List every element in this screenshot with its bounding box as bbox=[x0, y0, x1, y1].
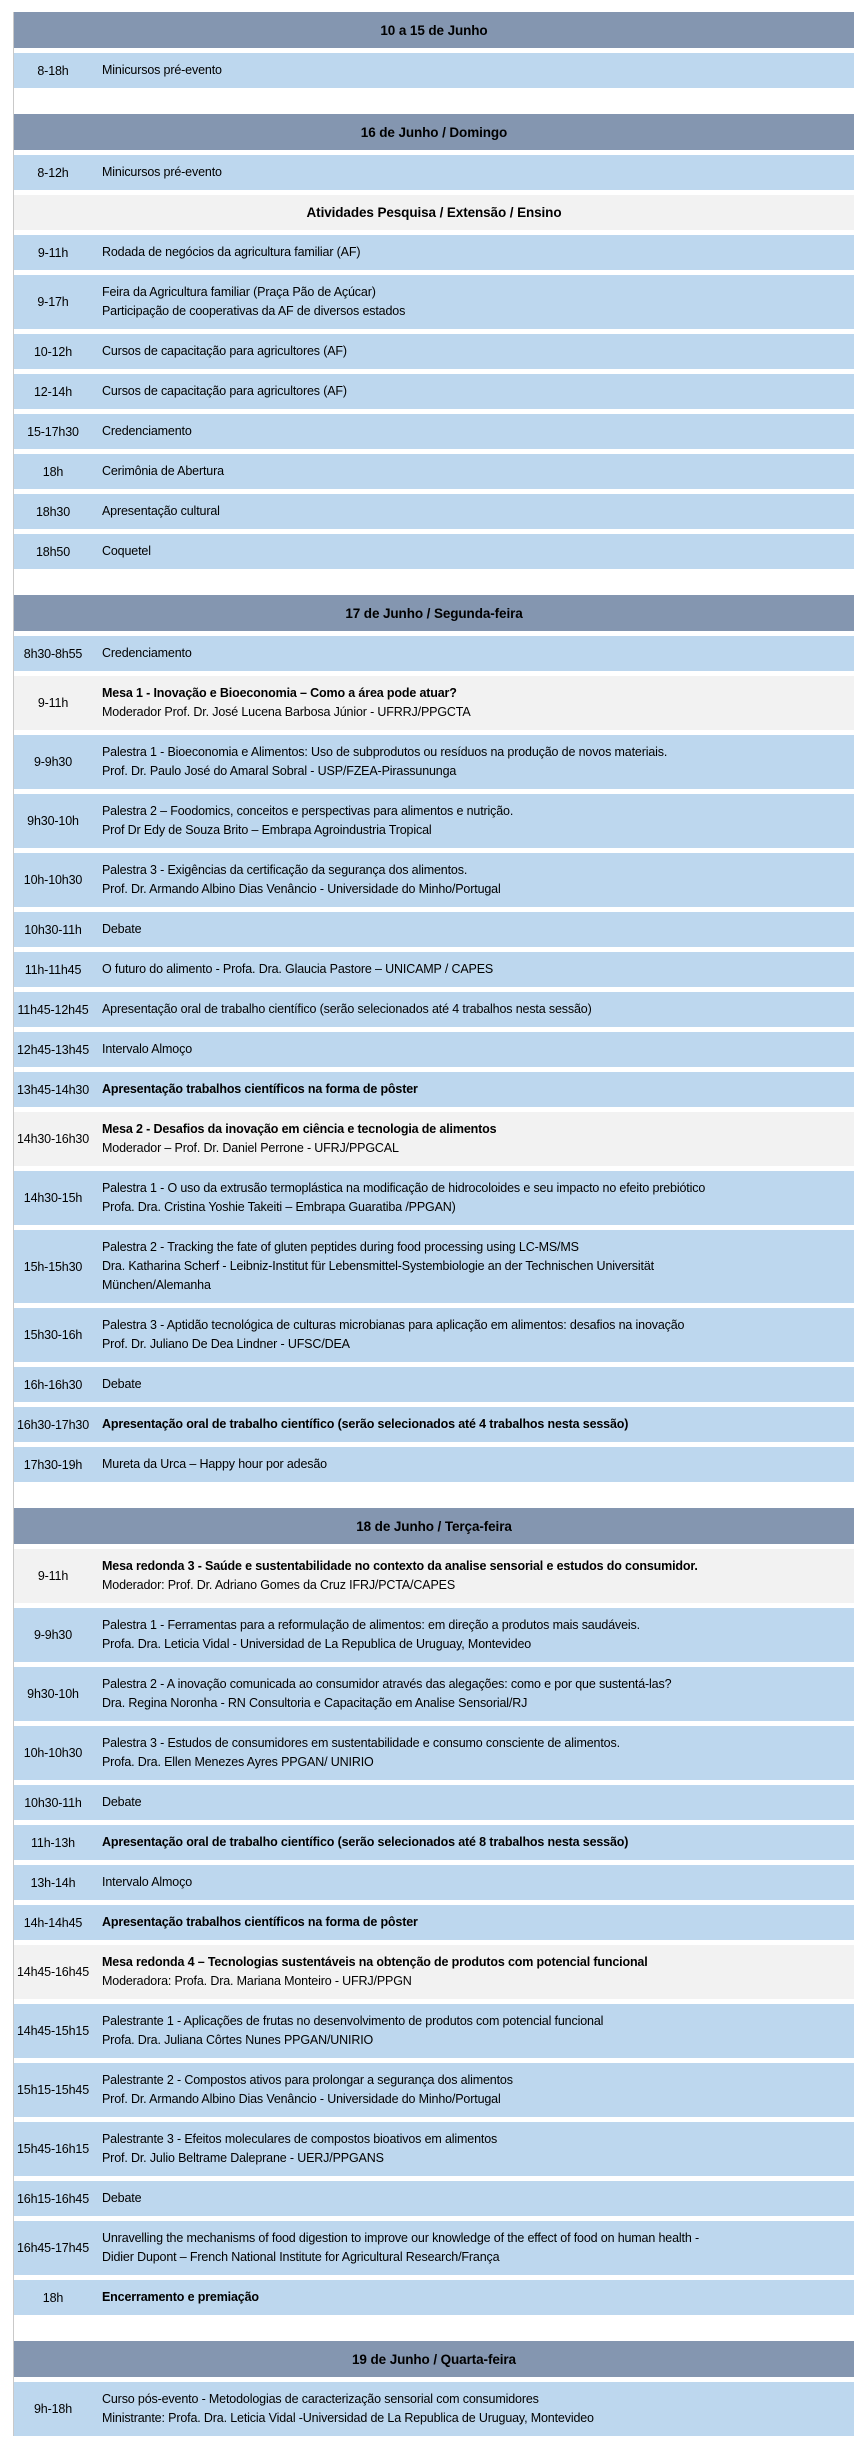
event-line: Feira da Agricultura familiar (Praça Pão de Açúcar) bbox=[102, 285, 376, 299]
event-line: Apresentação trabalhos científicos na forma de pôster bbox=[102, 1915, 418, 1929]
event-description bbox=[92, 1120, 854, 1158]
event-description bbox=[92, 1833, 854, 1852]
section-date-header: 19 de Junho / Quarta-feira bbox=[14, 2341, 854, 2377]
section-date-header: 17 de Junho / Segunda-feira bbox=[14, 595, 854, 631]
event-description bbox=[92, 1455, 854, 1474]
event-line: Debate bbox=[102, 1377, 142, 1391]
event-description bbox=[92, 1616, 854, 1654]
schedule-row bbox=[14, 494, 854, 529]
schedule-row bbox=[14, 952, 854, 987]
time-cell: 15h15-15h45 bbox=[16, 2083, 90, 2097]
event-description bbox=[92, 1793, 854, 1812]
event-line: Rodada de negócios da agricultura familiar (AF) bbox=[102, 245, 361, 259]
schedule-row bbox=[14, 414, 854, 449]
schedule-row bbox=[14, 1785, 854, 1820]
schedule-row bbox=[14, 2280, 854, 2315]
event-line: Debate bbox=[102, 2191, 142, 2205]
event-line: Dra. Katharina Scherf - Leibniz-Institut für Lebensmittel-Systembiologie an der Technischen Universität bbox=[102, 1259, 654, 1273]
event-line: Cerimônia de Abertura bbox=[102, 464, 224, 478]
subheader-label: Atividades Pesquisa / Extensão / Ensino bbox=[306, 205, 562, 220]
schedule-row bbox=[14, 534, 854, 569]
schedule-row bbox=[14, 2181, 854, 2216]
schedule-row bbox=[14, 1112, 854, 1166]
schedule-row bbox=[14, 53, 854, 88]
schedule-row bbox=[14, 454, 854, 489]
event-description bbox=[92, 243, 854, 262]
event-description bbox=[92, 1316, 854, 1354]
schedule-section bbox=[14, 12, 854, 88]
schedule-row bbox=[14, 275, 854, 329]
event-description bbox=[92, 2189, 854, 2208]
event-description bbox=[92, 382, 854, 401]
event-line: Palestra 1 - O uso da extrusão termoplástica na modificação de hidrocoloides e seu impacto no efeito prebiótico bbox=[102, 1181, 706, 1195]
event-line: Credenciamento bbox=[102, 646, 192, 660]
schedule-row bbox=[14, 2382, 854, 2436]
schedule-row bbox=[14, 636, 854, 671]
event-line: Prof Dr Edy de Souza Brito – Embrapa Agroindustria Tropical bbox=[102, 823, 432, 837]
event-line: Ministrante: Profa. Dra. Leticia Vidal -Universidad de La Republica de Uruguay, Montevideo bbox=[102, 2411, 594, 2425]
event-description bbox=[92, 920, 854, 939]
schedule-row bbox=[14, 374, 854, 409]
time-cell: 16h-16h30 bbox=[23, 1377, 83, 1392]
schedule-row bbox=[14, 1230, 854, 1303]
event-line: Palestra 3 - Exigências da certificação da segurança dos alimentos. bbox=[102, 863, 468, 877]
time-cell: 11h-13h bbox=[31, 1835, 75, 1850]
event-line: Dra. Regina Noronha - RN Consultoria e Capacitação em Analise Sensorial/RJ bbox=[102, 1696, 528, 1710]
time-cell: 9-17h bbox=[37, 295, 69, 309]
schedule-row bbox=[14, 735, 854, 789]
event-line: Debate bbox=[102, 922, 142, 936]
time-cell: 14h-14h45 bbox=[23, 1915, 83, 1930]
schedule-row bbox=[14, 1171, 854, 1225]
event-line: Apresentação oral de trabalho científico (serão selecionados até 8 trabalhos nesta sessão) bbox=[102, 1835, 629, 1849]
time-cell: 16h15-16h45 bbox=[16, 2191, 90, 2206]
schedule-row bbox=[14, 2122, 854, 2176]
schedule-row bbox=[14, 1905, 854, 1940]
time-cell: 14h45-15h15 bbox=[16, 2024, 90, 2038]
schedule-section bbox=[14, 1508, 854, 2315]
time-cell: 16h45-17h45 bbox=[16, 2241, 90, 2255]
event-description bbox=[92, 283, 854, 321]
event-description bbox=[92, 1557, 854, 1595]
schedule-row bbox=[14, 912, 854, 947]
schedule-row bbox=[14, 1367, 854, 1402]
time-cell: 14h30-16h30 bbox=[16, 1132, 90, 1146]
event-line: Prof. Dr. Armando Albino Dias Venâncio - Universidade do Minho/Portugal bbox=[102, 882, 501, 896]
schedule-row bbox=[14, 1308, 854, 1362]
event-description bbox=[92, 1734, 854, 1772]
time-cell: 15h30-16h bbox=[23, 1328, 83, 1342]
time-cell: 13h-14h bbox=[30, 1875, 76, 1890]
event-line: Minicursos pré-evento bbox=[102, 63, 222, 77]
schedule-row bbox=[14, 1407, 854, 1442]
event-description bbox=[92, 2012, 854, 2050]
event-description bbox=[92, 1179, 854, 1217]
event-line: Didier Dupont – French National Institute for Agricultural Research/França bbox=[102, 2250, 500, 2264]
time-cell: 14h30-15h bbox=[23, 1191, 83, 1205]
time-cell: 9-11h bbox=[37, 245, 69, 260]
time-cell: 9-9h30 bbox=[33, 755, 73, 769]
event-line: Intervalo Almoço bbox=[102, 1042, 193, 1056]
event-description bbox=[92, 743, 854, 781]
event-line: Credenciamento bbox=[102, 424, 192, 438]
event-description bbox=[92, 542, 854, 561]
event-line: Palestra 2 - A inovação comunicada ao consumidor através das alegações: como e por que sustentá-las? bbox=[102, 1677, 672, 1691]
event-description bbox=[92, 1415, 854, 1434]
event-line: Profa. Dra. Ellen Menezes Ayres PPGAN/ UNIRIO bbox=[102, 1755, 374, 1769]
schedule-row bbox=[14, 155, 854, 190]
event-line: Mesa redonda 4 – Tecnologias sustentáveis na obtenção de produtos com potencial funcional bbox=[102, 1955, 648, 1969]
event-line: Coquetel bbox=[102, 544, 151, 558]
section-date-header: 10 a 15 de Junho bbox=[14, 12, 854, 48]
time-cell: 18h30 bbox=[35, 504, 70, 519]
event-line: Cursos de capacitação para agricultores (AF) bbox=[102, 384, 347, 398]
event-line: Palestrante 1 - Aplicações de frutas no desenvolvimento de produtos com potencial funcional bbox=[102, 2014, 604, 2028]
event-description bbox=[92, 342, 854, 361]
event-description bbox=[92, 2071, 854, 2109]
time-cell: 10h30-11h bbox=[24, 922, 82, 937]
event-description bbox=[92, 61, 854, 80]
event-description bbox=[92, 163, 854, 182]
event-line: Mureta da Urca – Happy hour por adesão bbox=[102, 1457, 327, 1471]
section-date-header: 16 de Junho / Domingo bbox=[14, 114, 854, 150]
event-line: O futuro do alimento - Profa. Dra. Glaucia Pastore – UNICAMP / CAPES bbox=[102, 962, 494, 976]
schedule-row bbox=[14, 1825, 854, 1860]
schedule-row bbox=[14, 992, 854, 1027]
schedule-row bbox=[14, 235, 854, 270]
event-description bbox=[92, 1873, 854, 1892]
event-description bbox=[92, 802, 854, 840]
time-cell: 10h30-11h bbox=[24, 1795, 82, 1810]
time-cell: 9h-18h bbox=[33, 2402, 73, 2416]
schedule-row bbox=[14, 334, 854, 369]
event-line: Moderador: Prof. Dr. Adriano Gomes da Cruz IFRJ/PCTA/CAPES bbox=[102, 1578, 456, 1592]
section-date-header: 18 de Junho / Terça-feira bbox=[14, 1508, 854, 1544]
event-line: Prof. Dr. Juliano De Dea Lindner - UFSC/DEA bbox=[102, 1337, 350, 1351]
time-cell: 9-11h bbox=[37, 696, 69, 710]
event-line: Profa. Dra. Juliana Côrtes Nunes PPGAN/UNIRIO bbox=[102, 2033, 374, 2047]
schedule-row bbox=[14, 676, 854, 730]
time-cell: 9h30-10h bbox=[27, 1687, 79, 1701]
event-line: Prof. Dr. Armando Albino Dias Venâncio - Universidade do Minho/Portugal bbox=[102, 2092, 501, 2106]
event-description bbox=[92, 1675, 854, 1713]
event-line: Encerramento e premiação bbox=[102, 2290, 259, 2304]
schedule-row bbox=[14, 1447, 854, 1482]
schedule-row bbox=[14, 2221, 854, 2275]
time-cell: 12h45-13h45 bbox=[16, 1042, 90, 1057]
event-line: Mesa 1 - Inovação e Bioeconomia – Como a área pode atuar? bbox=[102, 686, 457, 700]
event-line: Profa. Dra. Cristina Yoshie Takeiti – Embrapa Guaratiba /PPGAN) bbox=[102, 1200, 456, 1214]
time-cell: 16h30-17h30 bbox=[16, 1417, 90, 1432]
event-description bbox=[92, 1238, 854, 1295]
event-line: München/Alemanha bbox=[102, 1278, 211, 1292]
event-line: Minicursos pré-evento bbox=[102, 165, 222, 179]
event-description bbox=[92, 2229, 854, 2267]
schedule-row bbox=[14, 1726, 854, 1780]
event-line: Mesa redonda 3 - Saúde e sustentabilidade no contexto da analise sensorial e estudos do consumidor. bbox=[102, 1559, 698, 1573]
time-cell: 18h50 bbox=[35, 544, 70, 559]
event-description bbox=[92, 462, 854, 481]
event-line: Unravelling the mechanisms of food digestion to improve our knowledge of the effect of food on human health - bbox=[102, 2231, 699, 2245]
time-cell: 11h-11h45 bbox=[24, 962, 82, 977]
time-cell: 12-14h bbox=[33, 384, 73, 399]
event-line: Palestra 2 – Foodomics, conceitos e perspectivas para alimentos e nutrição. bbox=[102, 804, 514, 818]
event-description bbox=[92, 1080, 854, 1099]
schedule-row bbox=[14, 1032, 854, 1067]
time-cell: 18h bbox=[42, 464, 64, 479]
event-line: Palestra 3 - Estudos de consumidores em sustentabilidade e consumo consciente de alimentos. bbox=[102, 1736, 620, 1750]
event-line: Apresentação cultural bbox=[102, 504, 220, 518]
event-line: Prof. Dr. Paulo José do Amaral Sobral - USP/FZEA-Pirassununga bbox=[102, 764, 457, 778]
time-cell: 15-17h30 bbox=[27, 424, 79, 439]
schedule-row bbox=[14, 1945, 854, 1999]
event-description bbox=[92, 2288, 854, 2307]
time-cell: 10h-10h30 bbox=[23, 1746, 83, 1760]
event-description bbox=[92, 2130, 854, 2168]
schedule-row bbox=[14, 1072, 854, 1107]
time-cell: 9h30-10h bbox=[27, 814, 79, 828]
event-line: Curso pós-evento - Metodologias de caracterização sensorial com consumidores bbox=[102, 2392, 539, 2406]
schedule-row bbox=[14, 794, 854, 848]
subheader-row bbox=[14, 195, 854, 230]
schedule-section bbox=[14, 2341, 854, 2436]
event-line: Apresentação oral de trabalho científico (serão selecionados até 4 trabalhos nesta sessão) bbox=[102, 1417, 629, 1431]
time-cell: 9-11h bbox=[37, 1569, 69, 1583]
event-description bbox=[92, 1375, 854, 1394]
event-line: Intervalo Almoço bbox=[102, 1875, 193, 1889]
event-description bbox=[92, 684, 854, 722]
schedule-row bbox=[14, 1608, 854, 1662]
event-line: Cursos de capacitação para agricultores (AF) bbox=[102, 344, 347, 358]
event-line: Palestra 1 - Bioeconomia e Alimentos: Uso de subprodutos ou resíduos na produção de novos materiais. bbox=[102, 745, 668, 759]
event-line: Moderador – Prof. Dr. Daniel Perrone - UFRJ/PPGCAL bbox=[102, 1141, 399, 1155]
schedule-row bbox=[14, 1865, 854, 1900]
event-description bbox=[92, 1913, 854, 1932]
event-description bbox=[92, 1953, 854, 1991]
time-cell: 10-12h bbox=[33, 344, 73, 359]
time-cell: 17h30-19h bbox=[23, 1457, 83, 1472]
time-cell: 18h bbox=[42, 2290, 64, 2305]
event-line: Apresentação oral de trabalho científico (serão selecionados até 4 trabalhos nesta sessão) bbox=[102, 1002, 592, 1016]
event-description bbox=[92, 422, 854, 441]
event-line: Mesa 2 - Desafios da inovação em ciência e tecnologia de alimentos bbox=[102, 1122, 497, 1136]
event-description bbox=[92, 960, 854, 979]
event-description bbox=[92, 1000, 854, 1019]
event-line: Palestrante 2 - Compostos ativos para prolongar a segurança dos alimentos bbox=[102, 2073, 513, 2087]
event-line: Palestra 1 - Ferramentas para a reformulação de alimentos: em direção a produtos mais saudáveis. bbox=[102, 1618, 640, 1632]
time-cell: 11h45-12h45 bbox=[17, 1002, 89, 1017]
time-cell: 13h45-14h30 bbox=[16, 1082, 90, 1097]
event-description bbox=[92, 644, 854, 663]
schedule-row bbox=[14, 1549, 854, 1603]
event-description bbox=[92, 861, 854, 899]
schedule-row bbox=[14, 2063, 854, 2117]
time-cell: 10h-10h30 bbox=[23, 873, 83, 887]
time-cell: 15h-15h30 bbox=[23, 1259, 83, 1274]
schedule-row bbox=[14, 853, 854, 907]
event-line: Apresentação trabalhos científicos na forma de pôster bbox=[102, 1082, 418, 1096]
schedule-section bbox=[14, 595, 854, 1482]
event-description bbox=[92, 2390, 854, 2428]
event-line: Profa. Dra. Leticia Vidal - Universidad de La Republica de Uruguay, Montevideo bbox=[102, 1637, 532, 1651]
event-line: Prof. Dr. Julio Beltrame Daleprane - UERJ/PPGANS bbox=[102, 2151, 384, 2165]
schedule-section bbox=[14, 114, 854, 569]
time-cell: 9-9h30 bbox=[33, 1628, 73, 1642]
event-line: Palestrante 3 - Efeitos moleculares de compostos bioativos em alimentos bbox=[102, 2132, 498, 2146]
event-description bbox=[92, 502, 854, 521]
time-cell: 14h45-16h45 bbox=[16, 1965, 90, 1979]
event-description bbox=[92, 1040, 854, 1059]
event-line: Participação de cooperativas da AF de diversos estados bbox=[102, 304, 406, 318]
schedule-row bbox=[14, 1667, 854, 1721]
schedule-row bbox=[14, 2004, 854, 2058]
event-line: Palestra 2 - Tracking the fate of gluten peptides during food processing using LC-MS/MS bbox=[102, 1240, 579, 1254]
event-program-schedule bbox=[13, 12, 854, 2436]
time-cell: 8h30-8h55 bbox=[23, 646, 83, 661]
time-cell: 8-12h bbox=[37, 165, 69, 180]
event-line: Palestra 3 - Aptidão tecnológica de culturas microbianas para aplicação em alimentos: desafios na inovação bbox=[102, 1318, 685, 1332]
event-line: Moderador Prof. Dr. José Lucena Barbosa Júnior - UFRRJ/PPGCTA bbox=[102, 705, 471, 719]
event-line: Moderadora: Profa. Dra. Mariana Monteiro - UFRJ/PPGN bbox=[102, 1974, 412, 1988]
time-cell: 15h45-16h15 bbox=[16, 2142, 90, 2156]
event-line: Debate bbox=[102, 1795, 142, 1809]
time-cell: 8-18h bbox=[37, 63, 69, 78]
